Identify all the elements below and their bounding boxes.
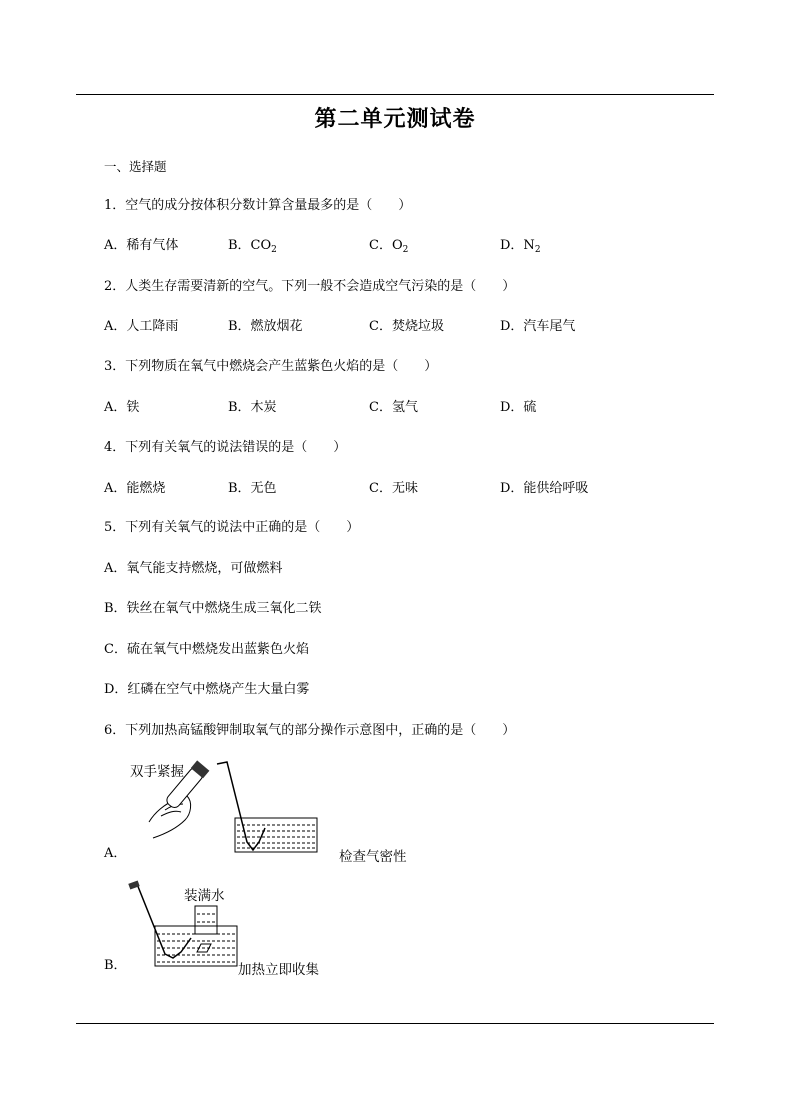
question-3-stem: 3．下列物质在氧气中燃烧会产生蓝紫色火焰的是（ ） — [104, 359, 438, 374]
question-1-stem: 1．空气的成分按体积分数计算含量最多的是（ ） — [104, 198, 412, 213]
q1-option-a: A．稀有气体 — [104, 238, 179, 253]
hand-grip-label: 双手紧握 — [130, 764, 184, 780]
q5-option-c: C．硫在氧气中燃烧发出蓝紫色火焰 — [104, 642, 309, 657]
q5-option-b: B．铁丝在氧气中燃烧生成三氧化二铁 — [104, 601, 322, 616]
q5-option-d: D．红磷在空气中燃烧产生大量白雾 — [104, 682, 310, 697]
q2-option-b: B．燃放烟花 — [228, 319, 303, 334]
q3-option-d: D．硫 — [500, 400, 537, 415]
figure-a-caption: 检查气密性 — [339, 849, 407, 865]
q4-option-d: D．能供给呼吸 — [500, 481, 589, 496]
q4-option-c: C．无味 — [369, 481, 418, 496]
q3-option-b: B．木炭 — [228, 400, 277, 415]
section-heading: 一、选择题 — [104, 159, 167, 174]
question-6-stem: 6．下列加热高锰酸钾制取氧气的部分操作示意图中，正确的是（ ） — [104, 723, 516, 738]
footer-rule — [76, 1023, 714, 1024]
q4-option-b: B．无色 — [228, 481, 277, 496]
q1-option-c: C．$O_2$ — [369, 238, 409, 255]
q1-option-b: B．$CO_2$ — [228, 238, 277, 255]
q6-option-a: A． — [104, 846, 127, 861]
header-rule — [76, 94, 714, 95]
q4-option-a: A．能燃烧 — [104, 481, 166, 496]
question-2-stem: 2．人类生存需要清新的空气。下列一般不会造成空气污染的是（ ） — [104, 279, 516, 294]
q3-option-a: A．铁 — [104, 400, 140, 415]
question-4-stem: 4．下列有关氧气的说法错误的是（ ） — [104, 440, 347, 455]
page-title: 第二单元测试卷 — [314, 107, 476, 132]
full-of-water-label: 装满水 — [184, 888, 225, 904]
q6-option-b: B． — [104, 958, 127, 973]
q2-option-c: C．焚烧垃圾 — [369, 319, 444, 334]
q1-option-d: D．$N_2$ — [500, 238, 541, 255]
q2-option-a: A．人工降雨 — [104, 319, 179, 334]
figure-b-caption: 加热立即收集 — [238, 962, 319, 978]
q2-option-d: D．汽车尾气 — [500, 319, 576, 334]
q5-option-a: A．氧气能支持燃烧，可做燃料 — [104, 561, 283, 576]
question-5-stem: 5．下列有关氧气的说法中正确的是（ ） — [104, 520, 360, 535]
q3-option-c: C．氢气 — [369, 400, 418, 415]
